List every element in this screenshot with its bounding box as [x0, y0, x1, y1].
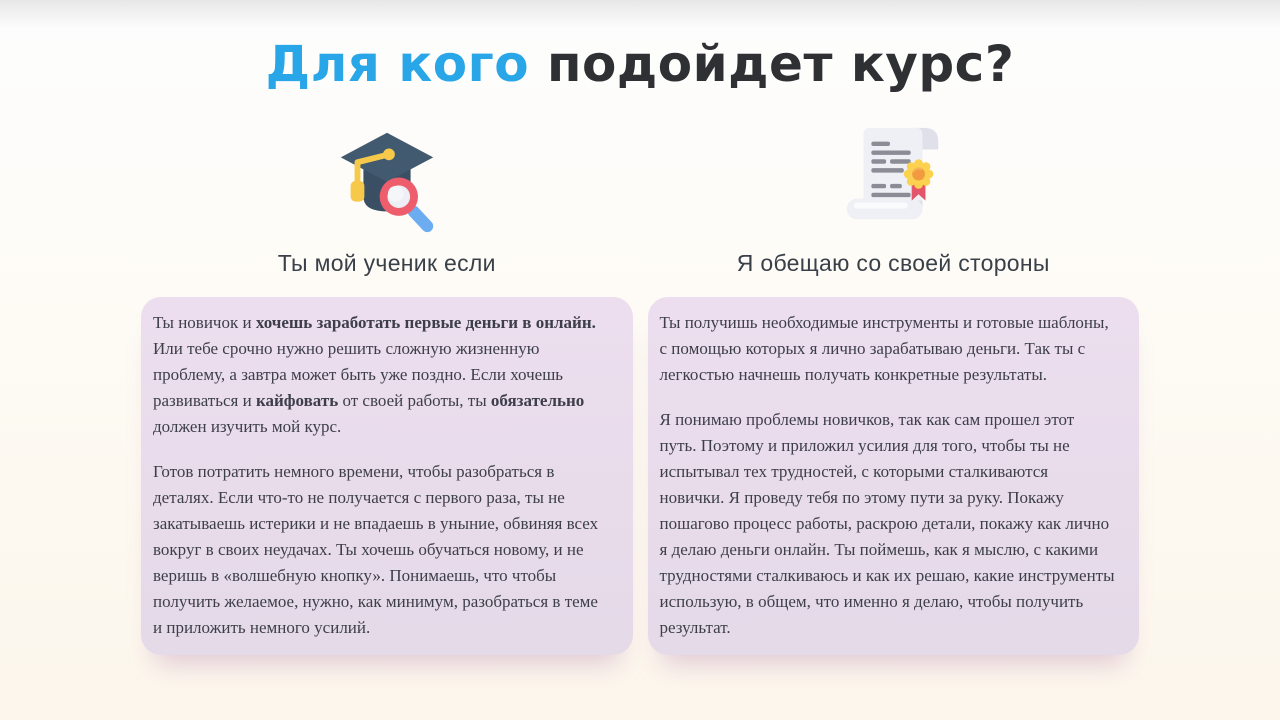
page-title: [141, 36, 1139, 94]
subtitle-promise: Я обещаю со своей стороны: [736, 249, 1050, 276]
column-promise: [648, 116, 1140, 655]
card-paragraph: Готов потратить немного времени, чтобы разобраться в деталях. Если что-то не получается с первого раза, ты не закатываешь истерики и не впадаешь в уныние, обвиняя всех вокруг в своих неудачах. Ты хочешь обучаться новому, и не веришь в «волшебную кнопку». Понимаешь, что чтобы получить желаемое, нужно, как минимум, разобраться в теме и приложить немного усилий.: [153, 461, 599, 637]
card-student: [141, 297, 633, 655]
title-highlight: Для кого: [265, 35, 530, 93]
title-rest: подойдет курс?: [547, 35, 1015, 93]
graduation-cap-magnifier-icon: [141, 116, 633, 238]
subtitle-student: Ты мой ученик если: [277, 249, 496, 276]
card-paragraph: Я понимаю проблемы новичков, так как сам прошел этот путь. Поэтому и приложил усилия для того, чтобы ты не испытывал тех трудностей, с которыми сталкиваются новички. Я проведу тебя по этому пути за руку. Покажу пошагово процесс работы, раскрою детали, покажу как лично я делаю деньги онлайн. Ты поймешь, как я мыслю, с какими трудностями сталкиваюсь и как их решаю, какие инструменты использую, в общем, что именно я делаю, чтобы получить результат.: [659, 409, 1115, 637]
card-promise: [648, 297, 1140, 655]
card-paragraph: Ты получишь необходимые инструменты и готовые шаблоны, с помощью которых я лично зарабатываю деньги. Так ты с легкостью начнешь получать конкретные результаты.: [659, 312, 1109, 384]
card-paragraph: Ты новичок и хочешь заработать первые деньги в онлайн. Или тебе срочно нужно решить сложную жизненную проблему, а завтра может быть уже поздно. Если хочешь развиваться и кайфовать от своей работы, ты обязательно должен изучить мой курс.: [153, 312, 596, 436]
two-column-layout: [141, 116, 1139, 655]
column-student: [141, 116, 633, 655]
course-audience-section: [141, 36, 1139, 655]
certificate-scroll-icon: [648, 116, 1140, 238]
